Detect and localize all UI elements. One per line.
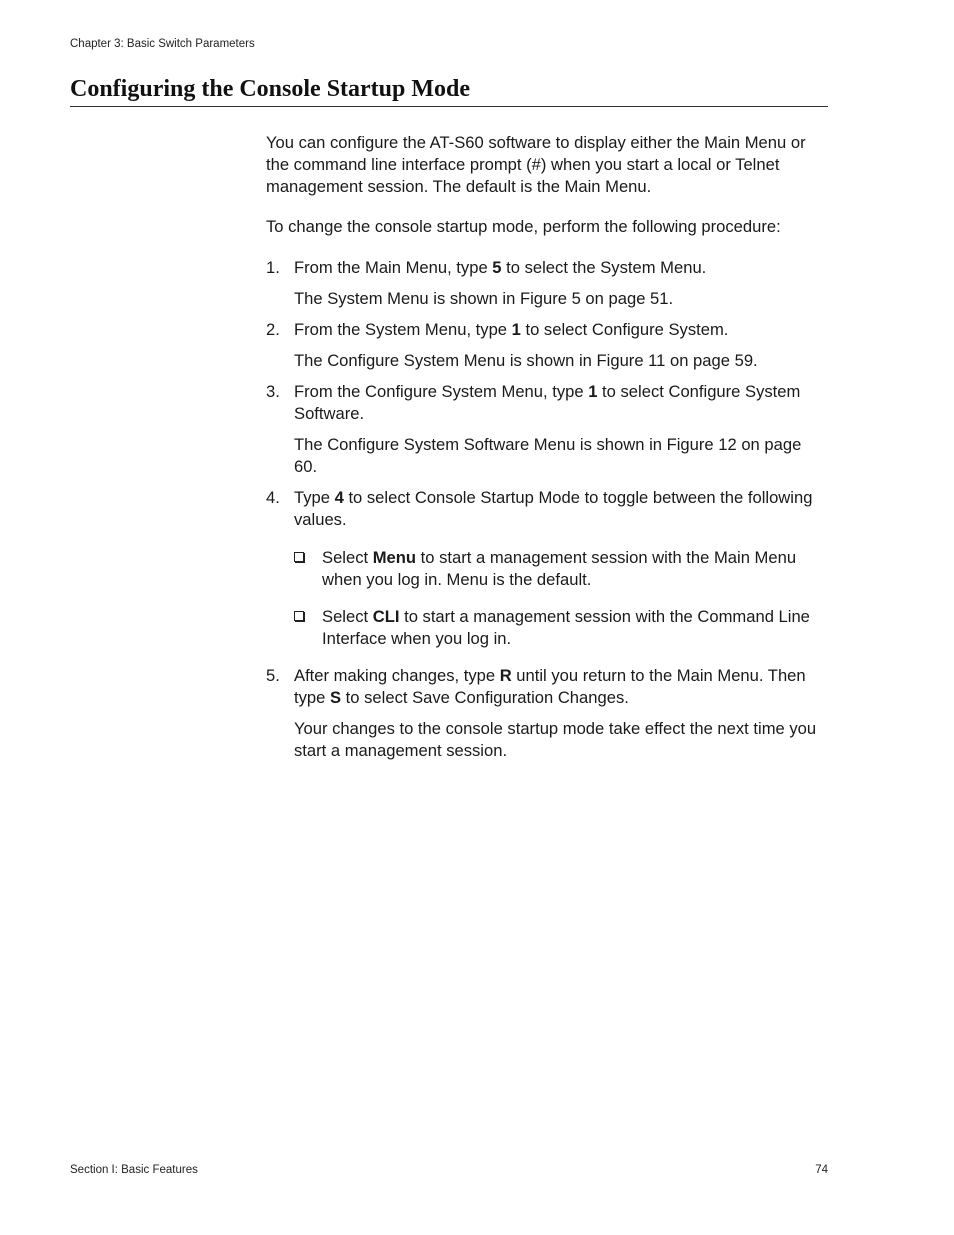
step-note: The System Menu is shown in Figure 5 on page 51. — [294, 289, 674, 308]
step-3 — [266, 381, 828, 478]
step-note: The Configure System Software Menu is shown in Figure 12 on page 60. — [294, 435, 802, 476]
step-number: 4. — [266, 488, 280, 507]
key-label: S — [329, 688, 342, 707]
key-label: Menu — [372, 548, 417, 567]
option-menu: Select Menu to start a management session with the Main Menu when you log in. Menu is the default. — [294, 547, 828, 591]
step-text: After making changes, type R until you return to the Main Menu. Then type S to select Save Configuration Changes. — [294, 666, 806, 707]
key-label: 1 — [511, 320, 521, 339]
body-text — [266, 132, 828, 771]
step-text: From the Main Menu, type 5 to select the System Menu. — [294, 258, 707, 277]
key-label: R — [499, 666, 512, 685]
running-header: Chapter 3: Basic Switch Parameters — [70, 38, 255, 50]
step-note: The Configure System Menu is shown in Figure 11 on page 59. — [294, 351, 758, 370]
key-label: 5 — [492, 258, 502, 277]
step-number: 5. — [266, 666, 280, 685]
key-label: 1 — [588, 382, 598, 401]
step-2 — [266, 319, 828, 372]
footer-section: Section I: Basic Features — [70, 1164, 198, 1176]
key-label: CLI — [372, 607, 400, 626]
option-cli: Select CLI to start a management session with the Command Line Interface when you log in. — [294, 606, 828, 650]
step-number: 2. — [266, 320, 280, 339]
checkbox-bullet-icon — [294, 552, 304, 562]
option-list — [294, 547, 828, 650]
procedure-steps — [266, 257, 828, 762]
intro-paragraph: You can configure the AT-S60 software to display either the Main Menu or the command line interface prompt (#) when you start a local or Telnet management session. The default is the Main Menu. — [266, 133, 806, 196]
step-5 — [266, 665, 828, 762]
step-number: 1. — [266, 258, 280, 277]
page-title: Configuring the Console Startup Mode — [70, 76, 828, 107]
step-text: From the Configure System Menu, type 1 to select Configure System Software. — [294, 382, 801, 423]
step-text: Type 4 to select Console Startup Mode to toggle between the following values. — [294, 488, 813, 529]
step-text: From the System Menu, type 1 to select Configure System. — [294, 320, 729, 339]
checkbox-bullet-icon — [294, 611, 304, 621]
step-note: Your changes to the console startup mode take effect the next time you start a management session. — [294, 719, 817, 760]
key-label: 4 — [334, 488, 344, 507]
step-4 — [266, 487, 828, 650]
procedure-intro: To change the console startup mode, perform the following procedure: — [266, 217, 781, 236]
page-number: 74 — [815, 1164, 828, 1176]
step-number: 3. — [266, 382, 280, 401]
step-1 — [266, 257, 828, 310]
